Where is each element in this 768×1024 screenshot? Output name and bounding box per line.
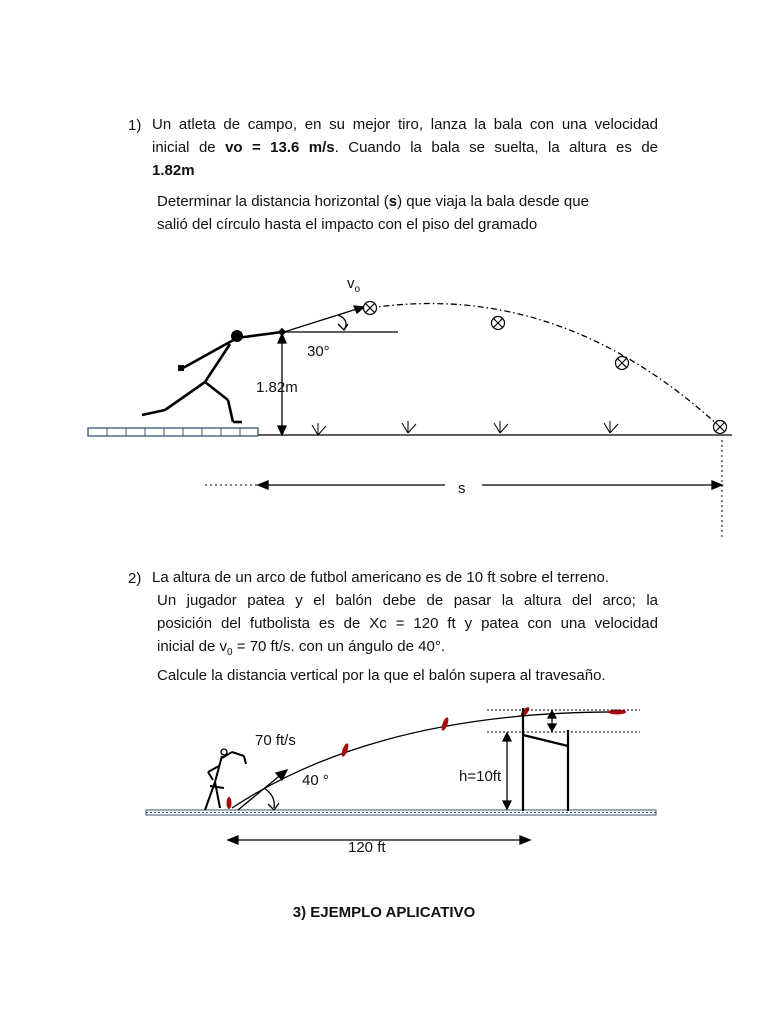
question-line1-pre: Determinar la distancia horizontal ( xyxy=(157,193,389,210)
grass-tuft xyxy=(312,423,326,435)
problem1-question-line2: salió del círculo hasta el impacto con el piso del gramado xyxy=(157,216,538,233)
football xyxy=(340,743,349,758)
kick-direction-line xyxy=(238,773,283,810)
problem1-line2-pre: inicial de xyxy=(152,139,226,156)
release-height-value: 1.82m xyxy=(152,162,195,179)
athlete-head xyxy=(231,330,243,342)
goal-posts xyxy=(523,708,568,811)
shot-ball xyxy=(492,317,505,330)
kick-speed-label: 70 ft/s xyxy=(255,732,296,749)
kick-direction-arrowhead xyxy=(276,770,287,780)
kick-distance-label: 120 ft xyxy=(348,839,386,856)
athlete-figure xyxy=(142,332,282,422)
problem1-line3 xyxy=(152,159,658,182)
shot-trajectory xyxy=(370,304,720,427)
height-label: 1.82m xyxy=(256,379,298,396)
distance-label: s xyxy=(458,480,466,497)
distance-arrow-left xyxy=(258,481,268,489)
launch-arrowhead xyxy=(354,306,364,313)
grass-tuft xyxy=(402,421,416,433)
athlete-hand xyxy=(178,365,184,371)
problem2-statement xyxy=(152,566,658,589)
shot-ball xyxy=(616,357,629,370)
height-arrow-top xyxy=(278,334,286,343)
clearance-arrow-bottom xyxy=(548,724,556,731)
problem1-number: 1) xyxy=(128,117,142,134)
question-line1-post: ) que viaja la bala desde que xyxy=(397,193,589,210)
problem1-statement xyxy=(152,113,658,182)
question-variable: s xyxy=(388,193,398,210)
problem2-line4-pre: inicial de v xyxy=(157,638,228,655)
launch-direction-line xyxy=(284,308,360,332)
velocity-label: $v_o$ xyxy=(347,275,361,295)
problem1-line2-post: . Cuando la bala se suelta, la altura es de xyxy=(334,139,658,156)
problem2-line3: posición del futbolista es de Xc = 120 ft y patea con una velocidad xyxy=(157,615,658,632)
problem2-line1: La altura de un arco de futbol americano es de 10 ft sobre el terreno. xyxy=(152,569,609,586)
kick-angle-label: 40 ° xyxy=(302,772,329,789)
kick-angle-arrow xyxy=(268,803,279,810)
problem2-number: 2) xyxy=(128,570,142,587)
crossbar xyxy=(523,735,568,746)
grass-tuft xyxy=(604,421,618,433)
problem2-line2: Un jugador patea y el balón debe de pasar la altura del arco; la xyxy=(157,592,658,609)
problem1-question xyxy=(157,190,637,236)
initial-velocity-value: vo = 13.6 m/s xyxy=(225,139,335,156)
angle-label: 30° xyxy=(307,343,330,360)
grass-tufts xyxy=(312,421,618,435)
problem2-line4-post: = 70 ft/s. con un ángulo de 40°. xyxy=(232,638,446,655)
kicker-figure xyxy=(205,752,246,810)
problem3-heading: 3) EJEMPLO APLICATIVO xyxy=(292,904,476,921)
goal-height-arrow-top xyxy=(503,733,511,741)
problem1-question-line1 xyxy=(157,190,637,213)
velocity-subscript: 0 xyxy=(227,647,233,658)
distance-arrow-right xyxy=(712,481,722,489)
kick-distance-arrow-right xyxy=(520,836,530,844)
problem2-line5: Calcule la distancia vertical por la que el balón supera al travesaño. xyxy=(157,667,606,684)
goal-height-arrow-bottom xyxy=(503,801,511,809)
throwing-circle-platform xyxy=(88,428,258,436)
shot-put-diagram xyxy=(0,250,768,550)
problem1-line1: Un atleta de campo, en su mejor tiro, lanza la bala con una velocidad xyxy=(152,116,658,133)
footballs xyxy=(227,706,627,809)
football xyxy=(440,717,449,732)
goal-height-label: h=10ft xyxy=(459,768,502,785)
football xyxy=(227,797,232,809)
problem2-body xyxy=(157,589,658,687)
grass-tuft xyxy=(494,421,508,433)
problem1-line2 xyxy=(152,136,658,159)
kick-distance-arrow-left xyxy=(228,836,238,844)
problem2-line4 xyxy=(157,635,658,664)
kicker-head xyxy=(221,749,227,755)
shot-ball xyxy=(364,302,377,315)
shot-ball xyxy=(714,421,727,434)
height-arrow-bottom xyxy=(278,426,286,435)
field-goal-diagram xyxy=(0,700,768,870)
